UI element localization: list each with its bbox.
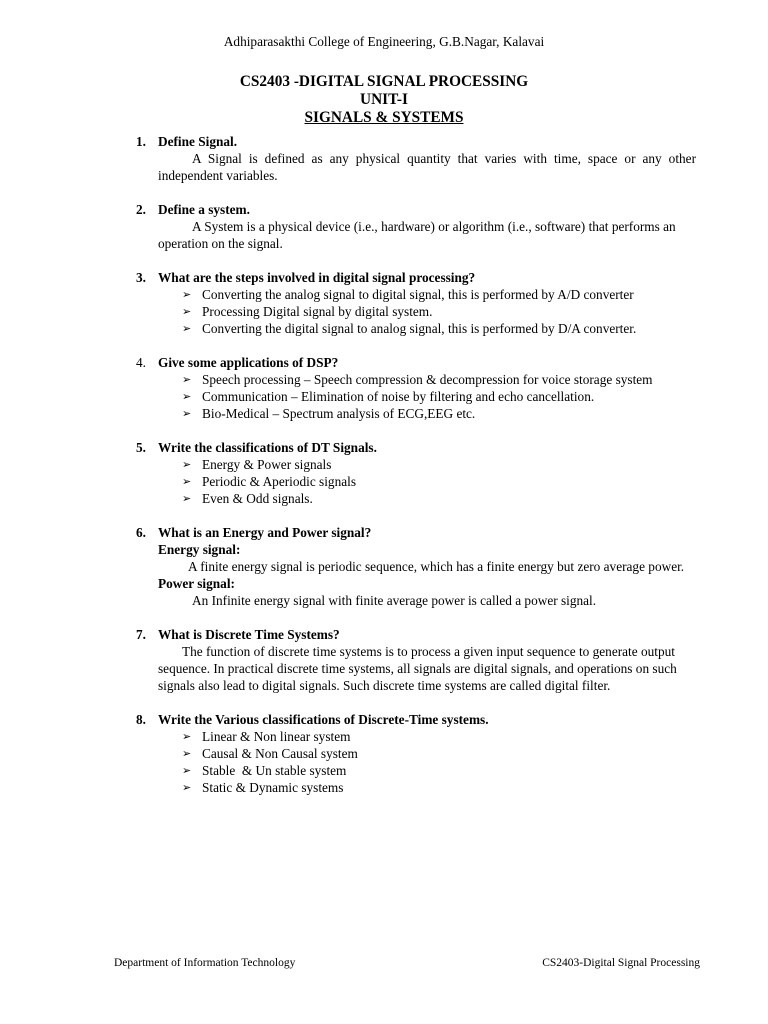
question-number: 8. — [136, 712, 146, 727]
question-heading: Give some applications of DSP? — [158, 355, 339, 370]
question-list — [136, 133, 696, 813]
arrow-bullet-icon: ➢ — [182, 305, 192, 318]
list-item: ➢ Processing Digital signal by digital system. — [182, 304, 433, 319]
question-number: 1. — [136, 134, 146, 149]
list-item: ➢ Bio-Medical – Spectrum analysis of ECG,EEG etc. — [182, 406, 476, 421]
question-number: 4. — [136, 355, 146, 370]
question-number: 3. — [136, 270, 146, 285]
question-number: 5. — [136, 440, 146, 455]
list-item: ➢ Static & Dynamic systems — [182, 780, 344, 795]
list-item: ➢ Stable & Un stable system — [182, 763, 347, 778]
answer-text: A System is a physical device (i.e., hardware) or algorithm (i.e., software) that performs an operation on the signal. — [158, 219, 676, 251]
question-6 — [136, 524, 696, 609]
bullet-list — [182, 456, 696, 507]
arrow-bullet-icon: ➢ — [182, 492, 192, 505]
arrow-bullet-icon: ➢ — [182, 390, 192, 403]
list-item: ➢ Causal & Non Causal system — [182, 746, 358, 761]
arrow-bullet-icon: ➢ — [182, 407, 192, 420]
question-heading: What is an Energy and Power signal? — [158, 525, 372, 540]
question-heading: Write the Various classifications of Discrete-Time systems. — [158, 712, 489, 727]
question-number: 6. — [136, 525, 146, 540]
list-item: ➢ Energy & Power signals — [182, 457, 332, 472]
question-1 — [136, 133, 696, 184]
arrow-bullet-icon: ➢ — [182, 288, 192, 301]
course-title: CS2403 -DIGITAL SIGNAL PROCESSING — [239, 73, 529, 90]
arrow-bullet-icon: ➢ — [182, 764, 192, 777]
power-signal-heading: Power signal: — [158, 576, 235, 591]
list-item: ➢ Communication – Elimination of noise by filtering and echo cancellation. — [182, 389, 595, 404]
question-heading: Define Signal. — [158, 134, 238, 149]
list-item: ➢ Even & Odd signals. — [182, 491, 313, 506]
question-2 — [136, 201, 696, 252]
list-item: ➢ Converting the digital signal to analog signal, this is performed by D/A converter. — [182, 321, 637, 336]
question-number: 2. — [136, 202, 146, 217]
energy-signal-heading: Energy signal: — [158, 542, 241, 557]
question-number: 7. — [136, 627, 146, 642]
energy-signal-text: A finite energy signal is periodic sequence, which has a finite energy but zero average power. — [188, 559, 685, 574]
question-5 — [136, 439, 696, 507]
footer-department: Department of Information Technology — [114, 957, 296, 969]
arrow-bullet-icon: ➢ — [182, 781, 192, 794]
bullet-list — [182, 286, 696, 337]
list-item: ➢ Converting the analog signal to digital signal, this is performed by A/D converter — [182, 287, 634, 302]
answer-text: A Signal is defined as any physical quantity that varies with time, space or any other independent variables. — [158, 151, 696, 183]
question-heading: Write the classifications of DT Signals. — [158, 440, 377, 455]
college-name: Adhiparasakthi College of Engineering, G.B.Nagar, Kalavai — [223, 34, 545, 49]
arrow-bullet-icon: ➢ — [182, 747, 192, 760]
arrow-bullet-icon: ➢ — [182, 373, 192, 386]
list-item: ➢ Linear & Non linear system — [182, 729, 351, 744]
bullet-list — [182, 728, 696, 796]
question-heading: Define a system. — [158, 202, 250, 217]
question-8 — [136, 711, 696, 796]
list-item: ➢ Periodic & Aperiodic signals — [182, 474, 356, 489]
arrow-bullet-icon: ➢ — [182, 322, 192, 335]
question-heading: What is Discrete Time Systems? — [158, 627, 340, 642]
topic-title: SIGNALS & SYSTEMS — [304, 109, 464, 126]
question-4 — [136, 354, 696, 422]
question-heading: What are the steps involved in digital signal processing? — [158, 270, 476, 285]
arrow-bullet-icon: ➢ — [182, 730, 192, 743]
bullet-list — [182, 371, 696, 422]
answer-text: The function of discrete time systems is to process a given input sequence to generate output sequence. In practical discrete time systems, all signals are digital signals, and operations on such signals also lead to digital signals. Such discrete time systems are called digital filter. — [158, 644, 677, 693]
unit-title: UNIT-I — [360, 91, 408, 108]
list-item: ➢ Speech processing – Speech compression & decompression for voice storage system — [182, 372, 653, 387]
arrow-bullet-icon: ➢ — [182, 458, 192, 471]
footer-course: CS2403-Digital Signal Processing — [542, 957, 700, 969]
title-block — [0, 73, 768, 127]
arrow-bullet-icon: ➢ — [182, 475, 192, 488]
question-7 — [136, 626, 696, 694]
question-3 — [136, 269, 696, 337]
power-signal-text: An Infinite energy signal with finite average power is called a power signal. — [192, 593, 597, 608]
